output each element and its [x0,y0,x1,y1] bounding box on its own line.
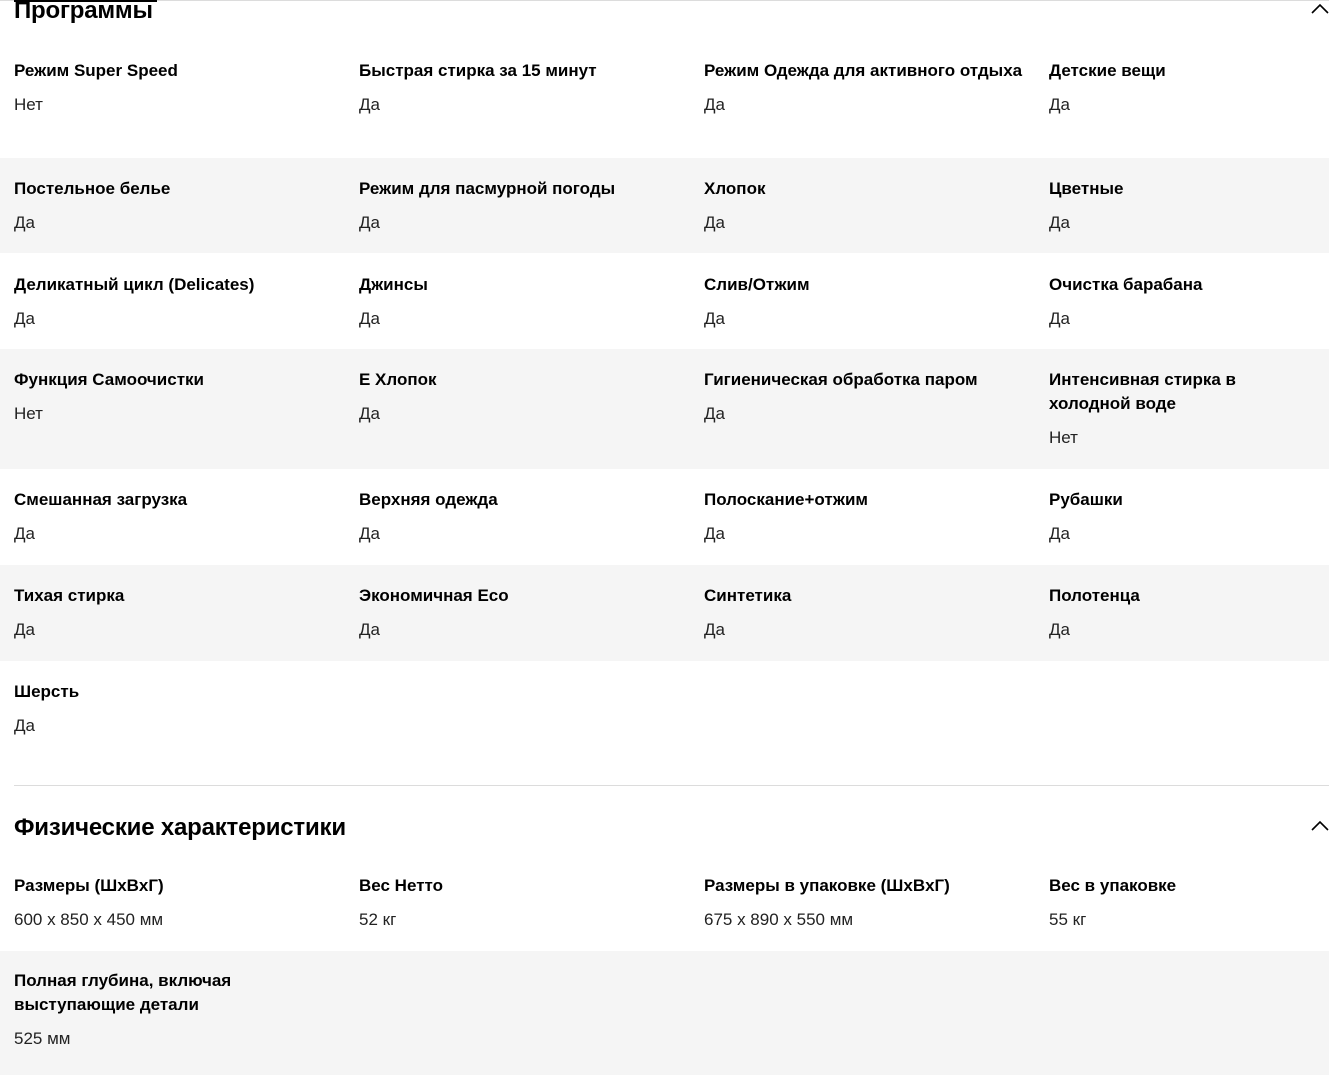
spec-item [1035,488,1329,565]
spec-label: Режим Super Speed [14,61,178,80]
spec-value: Да [1049,309,1070,328]
spec-row [0,158,1329,253]
collapse-physical-button[interactable] [1311,820,1329,834]
spec-value: Да [359,524,380,543]
spec-value: Да [1049,620,1070,639]
spec-row [0,349,1329,469]
spec-item [345,368,690,469]
spec-value: Да [14,716,35,735]
spec-item [0,177,345,253]
spec-item [345,273,690,349]
spec-label: Смешанная загрузка [14,490,188,509]
spec-item [690,59,1035,158]
spec-row [0,661,1329,757]
spec-label: Гигиеническая обработка паром [704,370,978,389]
spec-item [1035,177,1329,253]
spec-item [345,177,690,253]
spec-item [1035,874,1329,951]
spec-item [0,584,345,661]
spec-item [1035,368,1329,469]
section-physical [0,800,1329,1075]
collapse-programs-button[interactable] [1311,3,1329,17]
spec-value: Да [704,620,725,639]
spec-label: Детские вещи [1049,61,1166,80]
spec-label: Быстрая стирка за 15 минут [359,61,597,80]
spec-value: Да [704,213,725,232]
spec-label: Полоскание+отжим [704,490,869,509]
spec-item [0,59,345,158]
spec-label: Тихая стирка [14,586,125,605]
spec-value: Да [704,404,725,423]
spec-label: Синтетика [704,586,792,605]
spec-row [0,565,1329,661]
spec-label: Размеры (ШxВxГ) [14,876,164,895]
spec-label: Постельное белье [14,179,171,198]
spec-label: Шерсть [14,682,80,701]
spec-item [0,488,345,565]
section-header-programs[interactable] [0,0,1329,41]
spec-value: Да [14,524,35,543]
spec-item [0,273,345,349]
spec-item [345,488,690,565]
spec-row [0,469,1329,565]
spec-item [0,969,260,1075]
section-header-physical[interactable] [0,800,1329,860]
spec-item [0,680,294,757]
spec-item [345,874,690,951]
spec-label: Вес Нетто [359,876,444,895]
spec-value: 525 мм [14,1029,71,1048]
spec-item [690,273,1035,349]
spec-row [0,41,1329,158]
spec-value: 52 кг [359,910,397,929]
spec-item [690,368,1035,469]
spec-value: Нет [14,404,43,423]
spec-label: Экономичная Eco [359,586,509,605]
spec-row [0,951,1329,1075]
spec-value: Да [704,309,725,328]
spec-value: Да [1049,95,1070,114]
spec-item [345,584,690,661]
spec-label: Интенсивная стирка в холодной воде [1049,370,1237,413]
spec-label: Режим Одежда для активного отдыха [704,61,1023,80]
spec-item [690,177,1035,253]
section-divider [14,785,1329,786]
spec-item [690,488,1035,565]
spec-row [0,860,1329,951]
spec-value: Да [1049,213,1070,232]
spec-item [690,584,1035,661]
spec-value: Да [1049,524,1070,543]
spec-label: Вес в упаковке [1049,876,1177,895]
spec-value: Да [359,404,380,423]
spec-value: Да [704,524,725,543]
spec-value: Да [14,213,35,232]
spec-item [345,59,690,158]
section-title: Программы [14,0,153,24]
spec-label: Джинсы [359,275,428,294]
spec-value: 600 x 850 x 450 мм [14,910,164,929]
spec-label: Функция Самоочистки [14,370,204,389]
spec-row [0,253,1329,349]
spec-value: Да [14,620,35,639]
chevron-up-icon [1311,820,1329,832]
spec-label: Цветные [1049,179,1124,198]
spec-label: Очистка барабана [1049,275,1203,294]
section-title: Физические характеристики [14,814,346,841]
spec-item [1035,59,1329,158]
spec-label: Размеры в упаковке (ШxВxГ) [704,876,950,895]
spec-value: 55 кг [1049,910,1087,929]
spec-item [690,874,1035,951]
spec-value: Да [14,309,35,328]
spec-item [0,874,345,951]
spec-label: Полная глубина, включая выступающие детали [14,971,232,1014]
spec-value: Да [359,309,380,328]
spec-label: Деликатный цикл (Delicates) [14,275,255,294]
spec-value: Да [704,95,725,114]
spec-label: Слив/Отжим [704,275,810,294]
spec-value: Да [359,213,380,232]
spec-item [1035,273,1329,349]
spec-label: Полотенца [1049,586,1140,605]
spec-value: 675 x 890 x 550 мм [704,910,854,929]
spec-label: Рубашки [1049,490,1123,509]
spec-label: Хлопок [704,179,766,198]
spec-value: Да [359,95,380,114]
spec-value: Нет [1049,428,1078,447]
spec-value: Нет [14,95,43,114]
spec-label: Режим для пасмурной погоды [359,179,616,198]
spec-label: Верхняя одежда [359,490,498,509]
chevron-up-icon [1311,3,1329,15]
spec-label: Е Хлопок [359,370,437,389]
spec-value: Да [359,620,380,639]
spec-item [1035,584,1329,661]
spec-item [0,368,345,469]
